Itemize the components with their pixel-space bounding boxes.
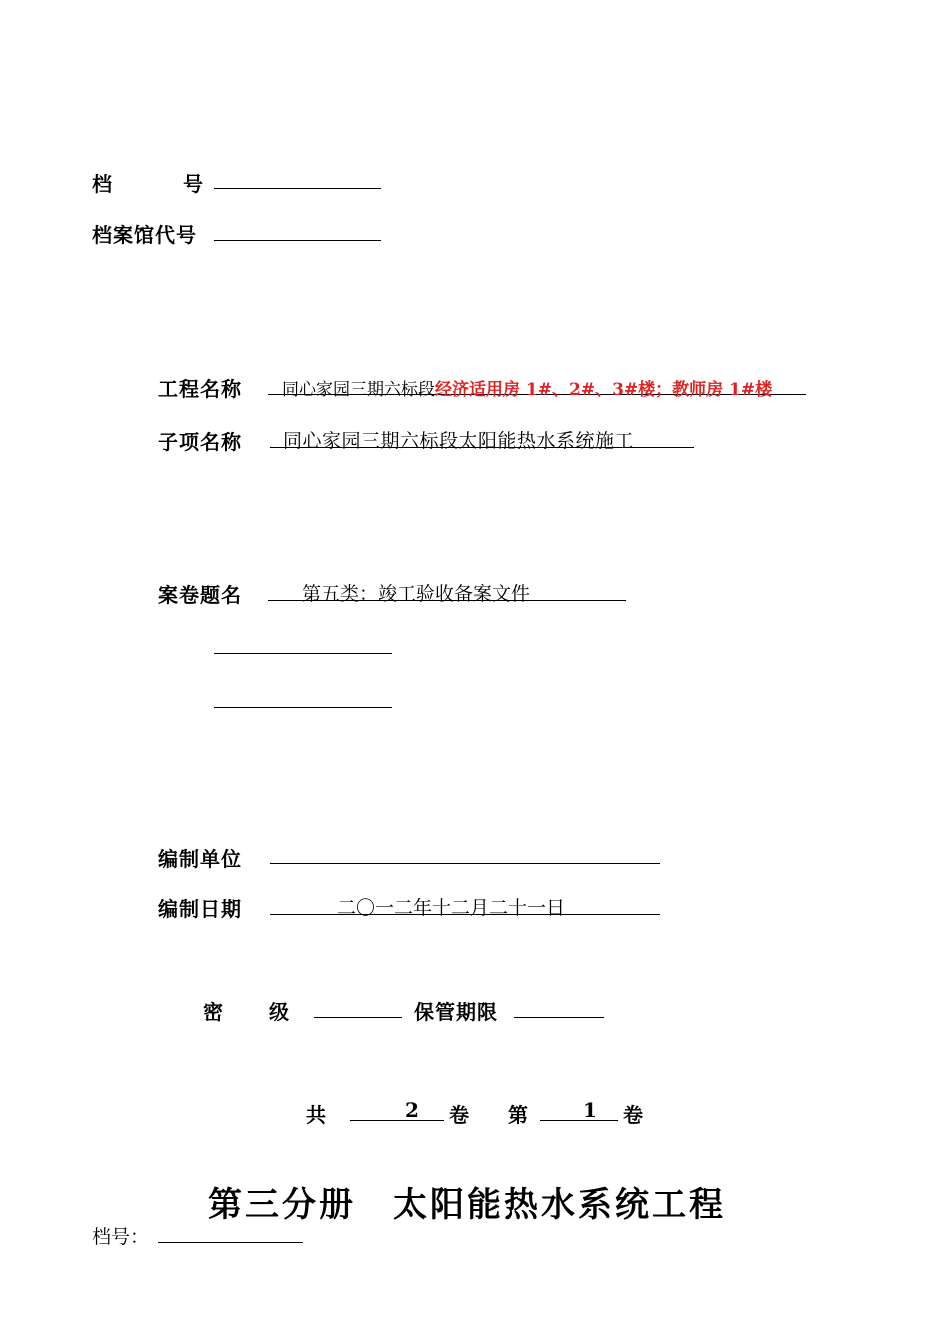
footer-archive-label: 档号：	[92, 1226, 150, 1248]
file-title-line-3[interactable]	[214, 707, 392, 708]
file-title-value: 第五类：竣工验收备案文件	[302, 583, 531, 605]
file-title-line-2[interactable]	[214, 653, 392, 654]
security-label-1: 密	[203, 1000, 224, 1024]
project-name-label: 工程名称	[158, 377, 242, 401]
archive-office-code-field[interactable]	[214, 240, 381, 241]
project-name-value-highlight: 经济适用房 1#、2#、3#楼；教师房 1#楼	[435, 380, 773, 400]
volume-current-underline	[540, 1120, 618, 1121]
archive-number-field[interactable]	[214, 188, 381, 189]
compiling-unit-field[interactable]	[270, 863, 660, 864]
footer-archive-field[interactable]	[158, 1242, 303, 1243]
archive-number-label-1: 档	[92, 172, 113, 196]
retention-period-field[interactable]	[514, 1017, 604, 1018]
archive-office-code-label: 档案馆代号	[92, 223, 197, 247]
compiling-date-value: 二〇一二年十二月二十一日	[337, 897, 566, 919]
volume-title: 第三分册 太阳能热水系统工程	[208, 1185, 726, 1225]
volume-total-value: 2	[405, 1098, 419, 1122]
compiling-unit-label: 编制单位	[158, 847, 242, 871]
compiling-date-label: 编制日期	[158, 897, 242, 921]
sub-item-name-label: 子项名称	[158, 430, 242, 454]
security-label-2: 级	[269, 1000, 290, 1024]
security-field[interactable]	[314, 1017, 402, 1018]
volume-current-suffix: 卷	[623, 1103, 644, 1127]
sub-item-name-value: 同心家园三期六标段太阳能热水系统施工	[283, 430, 635, 452]
file-title-label: 案卷题名	[158, 583, 242, 607]
project-name-value-main: 同心家园三期六标段	[282, 380, 435, 400]
archive-number-label-2: 号	[183, 172, 204, 196]
volume-current-value: 1	[583, 1098, 597, 1122]
volume-current-prefix: 第	[508, 1103, 529, 1127]
project-name-value	[282, 375, 772, 400]
volume-total-underline	[350, 1120, 444, 1121]
volume-total-prefix: 共	[306, 1103, 327, 1127]
retention-period-label: 保管期限	[414, 1000, 498, 1024]
volume-total-suffix: 卷	[449, 1103, 470, 1127]
